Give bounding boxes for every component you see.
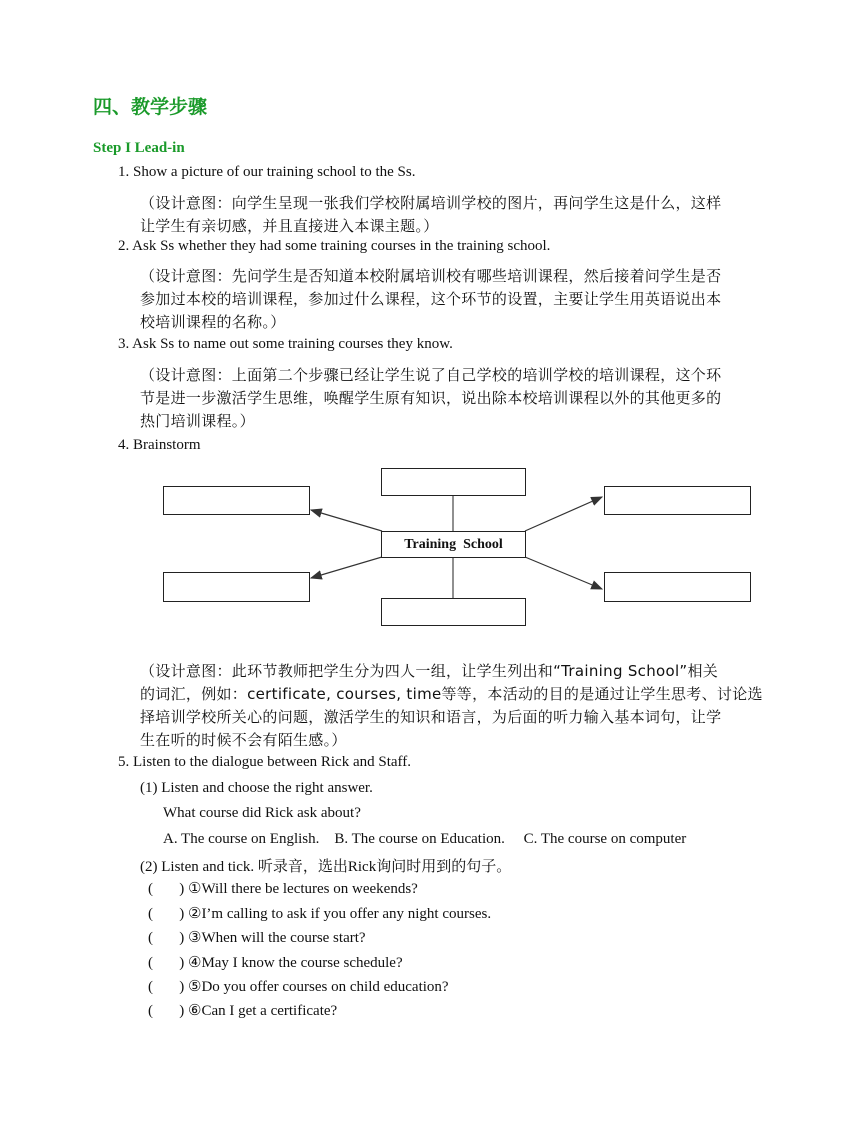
arrow-top-left bbox=[311, 510, 382, 531]
design-note-4-line-4: 生在听的时候不会有陌生感。） bbox=[140, 731, 347, 749]
blank-box-bottom bbox=[381, 598, 526, 626]
step-title: Step I Lead-in bbox=[93, 140, 185, 156]
design-note-2-line-1: （设计意图：先问学生是否知道本校附属培训校有哪些培训课程，然后接着问学生是否 bbox=[140, 267, 722, 285]
listen-options: A. The course on English. B. The course on Education. C. The course on computer bbox=[163, 831, 687, 847]
tick-item-1: ( ) ①Will there be lectures on weekends? bbox=[148, 881, 418, 897]
blank-box-bottom-right bbox=[604, 572, 751, 602]
design-note-2-line-2: 参加过本校的培训课程，参加过什么课程，这个环节的设置，主要让学生用英语说出本 bbox=[140, 290, 722, 308]
listen-tick-heading: (2) Listen and tick. 听录音，选出Rick询问时用到的句子。 bbox=[140, 859, 512, 875]
arrow-bottom-left bbox=[311, 557, 382, 578]
center-box-label: Training School bbox=[404, 536, 503, 552]
step-item-2: 2. Ask Ss whether they had some training courses in the training school. bbox=[118, 238, 551, 254]
step-item-1: 1. Show a picture of our training school to the Ss. bbox=[118, 164, 416, 180]
tick-item-4: ( ) ④May I know the course schedule? bbox=[148, 955, 403, 971]
blank-box-top-right bbox=[604, 486, 751, 515]
listen-choose-heading: (1) Listen and choose the right answer. bbox=[140, 780, 373, 796]
tick-item-6: ( ) ⑥Can I get a certificate? bbox=[148, 1003, 338, 1019]
arrow-top-right bbox=[525, 497, 602, 531]
tick-item-5: ( ) ⑤Do you offer courses on child education? bbox=[148, 979, 449, 995]
design-note-4-line-2: 的词汇，例如：certificate, courses, time等等，本活动的目的是通过让学生思考、讨论选 bbox=[140, 685, 763, 703]
step-item-4: 4. Brainstorm bbox=[118, 437, 201, 453]
arrow-bottom-right bbox=[525, 557, 602, 589]
step-item-3: 3. Ask Ss to name out some training courses they know. bbox=[118, 336, 453, 352]
design-note-1-line-1: （设计意图：向学生呈现一张我们学校附属培训学校的图片，再问学生这是什么，这样 bbox=[140, 194, 722, 212]
design-note-3-line-3: 热门培训课程。） bbox=[140, 412, 255, 430]
center-box bbox=[381, 531, 526, 558]
tick-item-2: ( ) ②I’m calling to ask if you offer any night courses. bbox=[148, 906, 492, 922]
design-note-1-line-2: 让学生有亲切感，并且直接进入本课主题。） bbox=[140, 217, 439, 235]
blank-box-top-left bbox=[163, 486, 310, 515]
step-item-5: 5. Listen to the dialogue between Rick and Staff. bbox=[118, 754, 411, 770]
design-note-2-line-3: 校培训课程的名称。） bbox=[140, 313, 286, 331]
design-note-4-line-3: 择培训学校所关心的问题，激活学生的知识和语言，为后面的听力输入基本词句，让学 bbox=[140, 708, 722, 726]
blank-box-top bbox=[381, 468, 526, 496]
blank-box-bottom-left bbox=[163, 572, 310, 602]
section-title: 四、教学步骤 bbox=[93, 96, 208, 118]
design-note-3-line-2: 节是进一步激活学生思维，唤醒学生原有知识，说出除本校培训课程以外的其他更多的 bbox=[140, 389, 722, 407]
design-note-4-line-1: （设计意图：此环节教师把学生分为四人一组，让学生列出和“Training School”相关 bbox=[140, 662, 719, 680]
tick-item-3: ( ) ③When will the course start? bbox=[148, 930, 366, 946]
listen-question: What course did Rick ask about? bbox=[163, 805, 361, 821]
design-note-3-line-1: （设计意图：上面第二个步骤已经让学生说了自己学校的培训学校的培训课程，这个环 bbox=[140, 366, 722, 384]
